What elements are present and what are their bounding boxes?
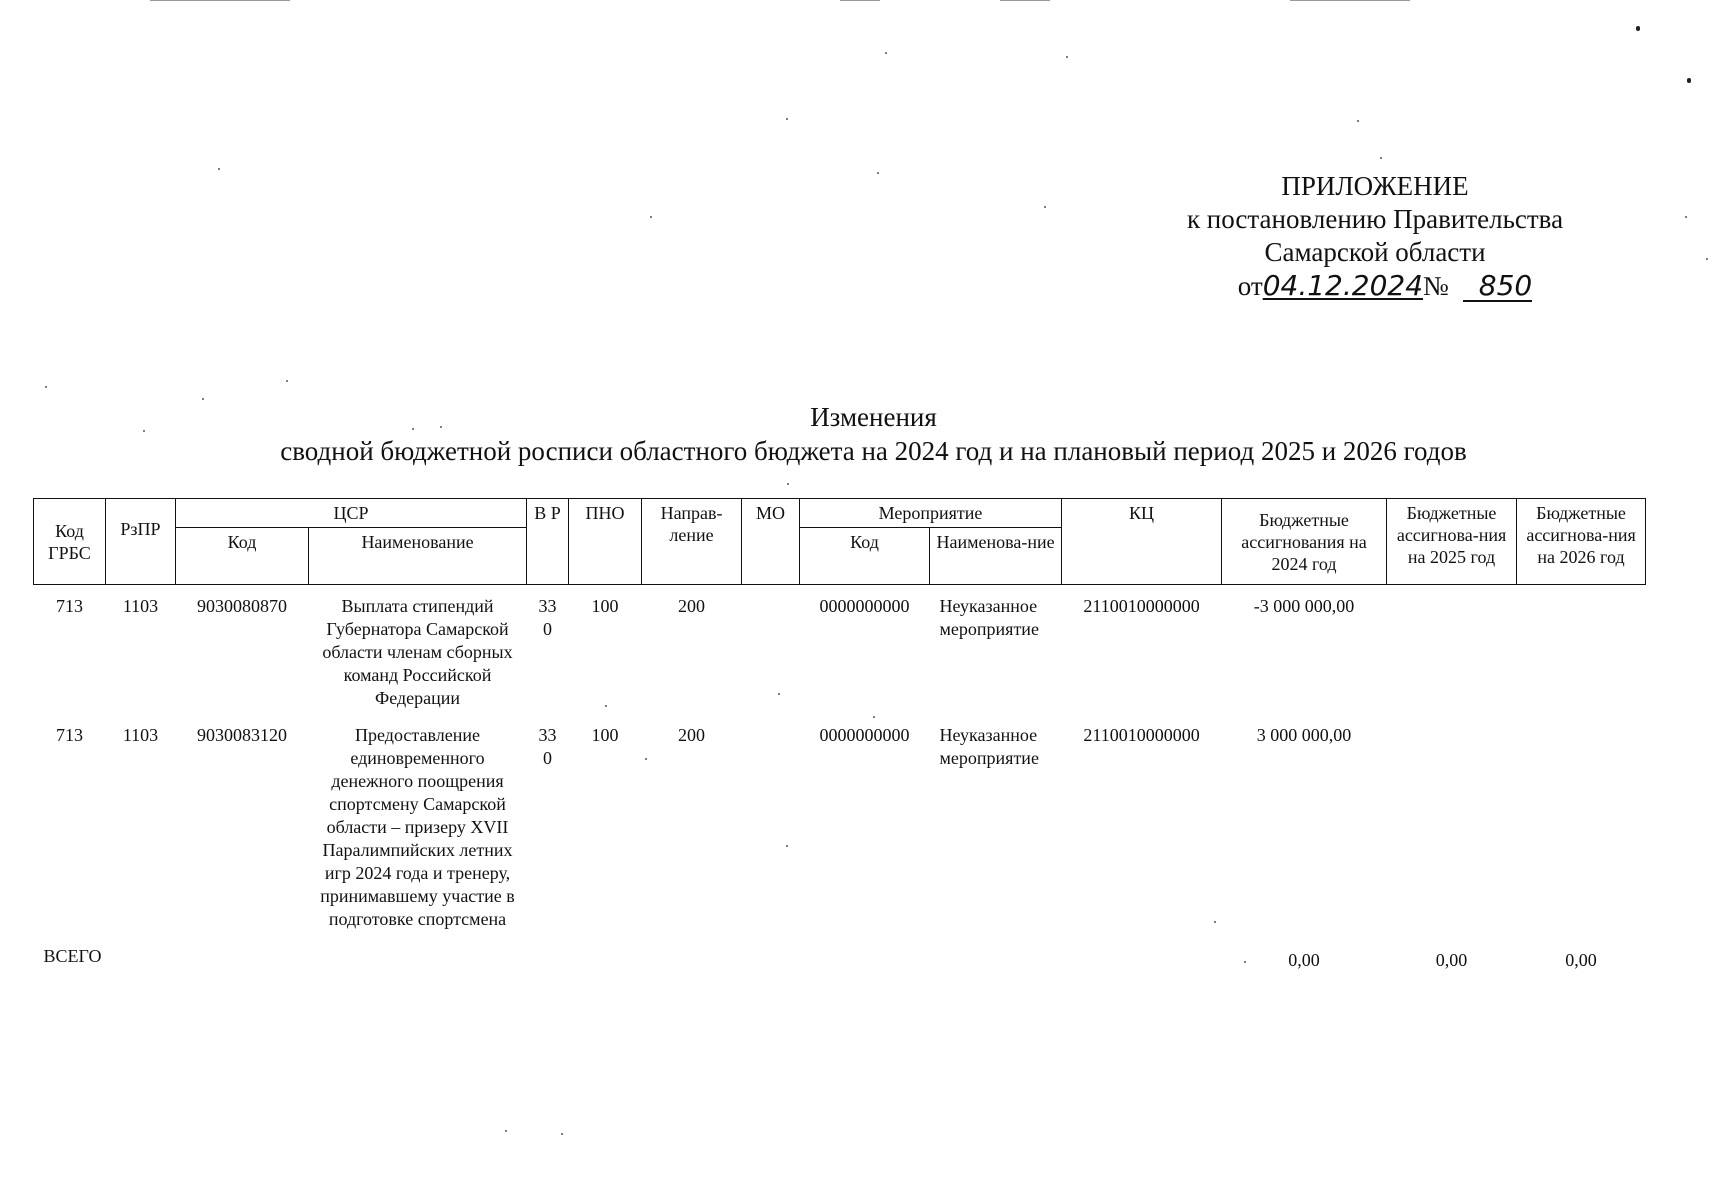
table-row <box>34 714 1646 935</box>
scan-edge-line <box>840 0 880 1</box>
scan-edge-line <box>1000 0 1050 1</box>
document-subtitle <box>0 434 1717 468</box>
document-title-text: Изменения <box>810 402 937 432</box>
cell-csr-name: Предоставление единовременного денежного поощрения спортсмену Самарской области – призеру XVII Паралимпийских летних игр 2024 года и тренеру, принимавшему участие в подготовке спортсмена <box>320 725 515 929</box>
scan-speck <box>286 380 288 382</box>
cell-mer-name: Неуказанное мероприятие <box>939 725 1039 768</box>
header-budget-2025: Бюджетные ассигнова-ния на 2025 год <box>1387 499 1517 585</box>
scan-speck <box>786 118 788 120</box>
total-budget-2025: 0,00 <box>1435 950 1468 970</box>
cell-mer-code: 0000000000 <box>819 725 910 745</box>
total-label: ВСЕГО <box>43 946 102 966</box>
cell-mo <box>742 585 800 715</box>
scan-speck <box>885 52 887 54</box>
cell-grbs: 713 <box>56 596 83 616</box>
cell-pno: 100 <box>591 725 619 745</box>
table-total-row <box>34 935 1646 976</box>
appendix-header <box>1150 170 1600 303</box>
cell-pno: 100 <box>591 596 619 616</box>
header-csr-kod: Код <box>176 528 309 585</box>
scan-speck <box>1357 120 1359 122</box>
scan-speck <box>1706 258 1708 260</box>
header-csr-name: Наименование <box>309 528 527 585</box>
scan-speck <box>218 168 220 170</box>
header-budget-2024: Бюджетные ассигнования на 2024 год <box>1222 499 1387 585</box>
total-budget-2024: 0,00 <box>1288 950 1320 970</box>
number-prefix: № <box>1423 271 1449 301</box>
scan-speck <box>1687 78 1691 83</box>
cell-rzpr: 1103 <box>122 725 159 745</box>
header-kod-grbs: Код ГРБС <box>34 499 106 585</box>
table-body <box>34 585 1646 977</box>
header-budget-2026: Бюджетные ассигнова-ния на 2026 год <box>1517 499 1646 585</box>
scan-edge-line <box>1290 0 1410 1</box>
scan-speck <box>1685 216 1687 218</box>
date-prefix: от <box>1237 271 1263 301</box>
cell-kc: 2110010000000 <box>1083 596 1200 616</box>
cell-mer-code: 0000000000 <box>819 596 910 616</box>
cell-mer-name: Неуказанное мероприятие <box>939 596 1039 639</box>
scan-speck <box>45 386 47 388</box>
appendix-title: ПРИЛОЖЕНИЕ <box>1281 171 1469 201</box>
scan-speck <box>1636 26 1640 31</box>
cell-csr-code: 9030083120 <box>197 725 287 745</box>
scan-speck <box>505 1130 507 1132</box>
cell-budget-2025 <box>1387 585 1517 715</box>
total-budget-2026: 0,00 <box>1565 950 1597 970</box>
cell-kc: 2110010000000 <box>1083 725 1200 745</box>
appendix-line-resolution: к постановлению Правительства <box>1186 204 1564 234</box>
table-header <box>34 499 1646 585</box>
scan-edge-line <box>150 0 290 1</box>
total-spacer <box>309 935 1222 976</box>
budget-table-container <box>33 498 1645 976</box>
scan-speck <box>787 483 789 485</box>
cell-budget-2024: -3 000 000,00 <box>1253 596 1355 616</box>
cell-budget-2026 <box>1517 585 1646 715</box>
cell-rzpr: 1103 <box>122 596 159 616</box>
scan-speck <box>1044 206 1046 208</box>
cell-mo <box>742 714 800 935</box>
header-napravlenie: Направ-ление <box>642 499 742 585</box>
appendix-date-line <box>1170 269 1600 303</box>
cell-csr-code: 9030080870 <box>197 596 287 616</box>
document-subtitle-text: сводной бюджетной росписи областного бюджета на 2024 год и на плановый период 2025 и 2026 годов <box>280 436 1467 466</box>
cell-budget-2026 <box>1517 714 1646 935</box>
handwritten-date: 04.12.2024 <box>1262 269 1424 302</box>
scan-speck <box>1066 56 1068 58</box>
scan-speck <box>561 1133 563 1135</box>
header-mer-kod: Код <box>800 528 930 585</box>
cell-vr: 330 <box>538 725 557 768</box>
cell-grbs: 713 <box>56 725 83 745</box>
document-title <box>0 400 1717 434</box>
header-kc: КЦ <box>1062 499 1222 585</box>
scan-speck <box>877 172 879 174</box>
header-meropriyatie: Мероприятие <box>800 499 1062 528</box>
cell-budget-2025 <box>1387 714 1517 935</box>
header-csr: ЦСР <box>176 499 527 528</box>
appendix-line-region: Самарской области <box>1264 237 1486 267</box>
cell-budget-2024: 3 000 000,00 <box>1256 725 1352 745</box>
header-mer-name: Наименова-ние <box>930 528 1062 585</box>
header-rzpr: РзПР <box>106 499 176 585</box>
cell-csr-name: Выплата стипендий Губернатора Самарской области членам сборных команд Российской Федерации <box>322 596 513 708</box>
scan-speck <box>1380 157 1382 159</box>
handwritten-number: 850 <box>1463 272 1532 302</box>
cell-vr: 330 <box>538 596 557 639</box>
table-row <box>34 585 1646 715</box>
header-mo: МО <box>742 499 800 585</box>
budget-table <box>33 498 1646 976</box>
cell-napravlenie: 200 <box>678 725 706 745</box>
cell-napravlenie: 200 <box>678 596 706 616</box>
header-vr: В Р <box>527 499 569 585</box>
scan-speck <box>650 216 652 218</box>
header-pno: ПНО <box>569 499 642 585</box>
